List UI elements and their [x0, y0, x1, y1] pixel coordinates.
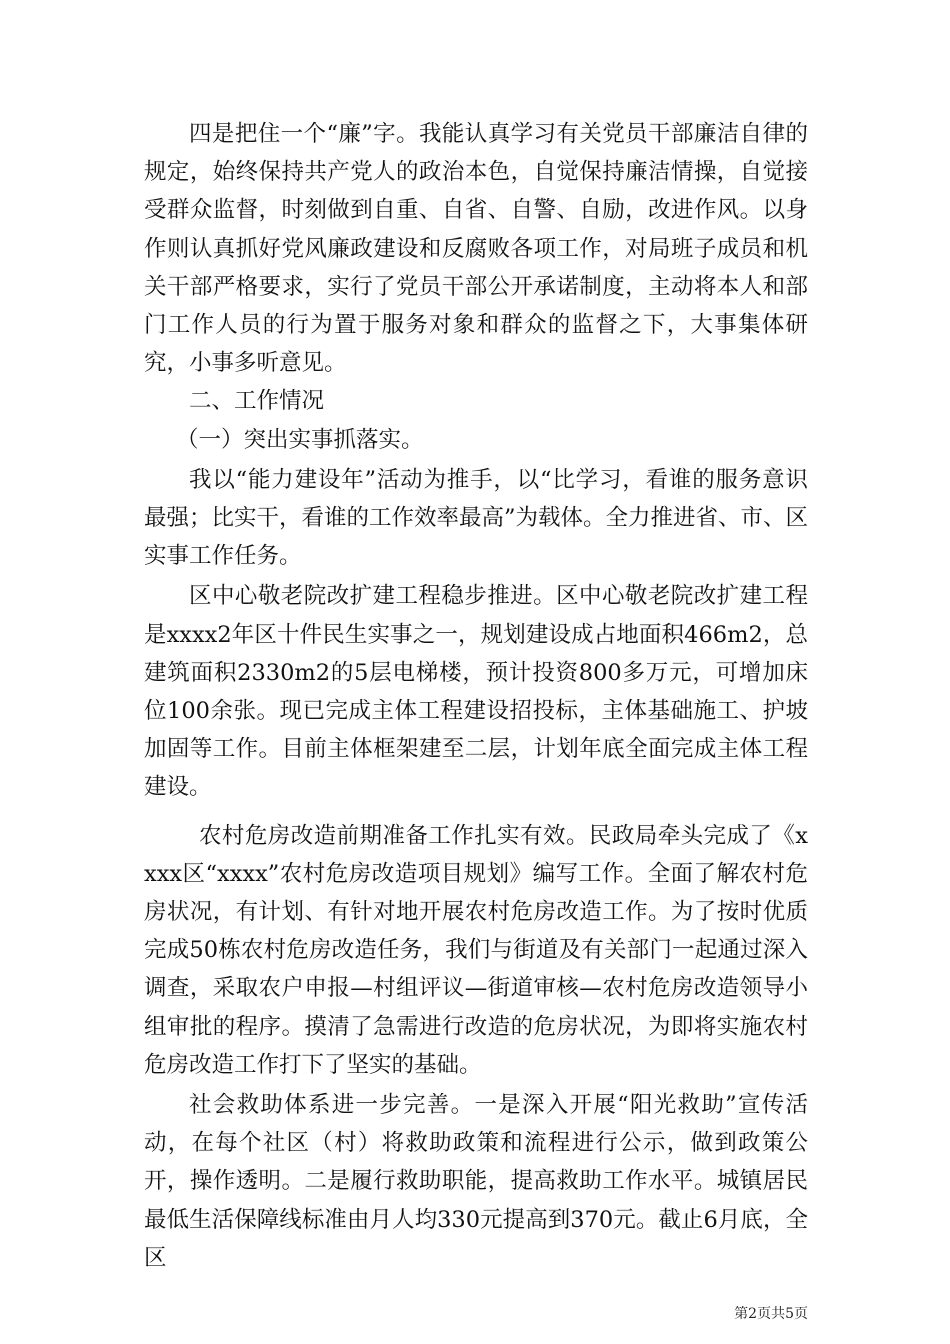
- paragraph-nursing-home: 区中心敬老院改扩建工程稳步推进。区中心敬老院改扩建工程是xxxx2年区十件民生实事之一，规划建设成占地面积466m2，总建筑面积2330m2的5层电梯楼，预计投资800多万元，可增加床位100余张。现已完成主体工程建设招投标，主体基础施工、护坡加固等工作。目前主体框架建至二层，计划年底全面完成主体工程建设。: [144, 583, 808, 801]
- section-heading-work-status: 二、工作情况: [189, 388, 325, 415]
- paragraph-integrity: 四是把住一个“廉”字。我能认真学习有关党员干部廉洁自律的规定，始终保持共产党人的政治本色，自觉保持廉洁情操，自觉接受群众监督，时刻做到自重、自省、自警、自励，改进作风。以身作则认真抓好党风廉政建设和反腐败各项工作，对局班子成员和机关干部严格要求，实行了党员干部公开承诺制度，主动将本人和部门工作人员的行为置于服务对象和群众的监督之下，大事集体研究，小事多听意见。: [144, 121, 808, 377]
- subsection-heading-practical-affairs: （一）突出实事抓落实。: [176, 426, 424, 453]
- paragraph-capacity-building: 我以“能力建设年”活动为推手，以“比学习，看谁的服务意识最强；比实干，看谁的工作效率最高”为载体。全力推进省、市、区实事工作任务。: [144, 466, 809, 570]
- page-number-footer: 第2页共5页: [734, 1306, 808, 1322]
- paragraph-dilapidated-housing: 农村危房改造前期准备工作扎实有效。民政局牵头完成了《xxxx区“xxxx”农村危房改造项目规划》编写工作。全面了解农村危房状况，有计划、有针对地开展农村危房改造工作。为了按时优质完成50栋农村危房改造任务，我们与街道及有关部门一起通过深入调查，采取农户申报—村组评议—街道审核—农村危房改造领导小组审批的程序。摸清了急需进行改造的危房状况，为即将实施农村危房改造工作打下了坚实的基础。: [144, 822, 808, 1078]
- document-body: [144, 115, 808, 1277]
- paragraph-social-assistance: 社会救助体系进一步完善。一是深入开展“阳光救助”宣传活动，在每个社区（村）将救助政策和流程进行公示，做到政策公开，操作透明。二是履行救助职能，提高救助工作水平。城镇居民最低生活保障线标准由月人均330元提高到370元。截止6月底，全区: [144, 1092, 808, 1271]
